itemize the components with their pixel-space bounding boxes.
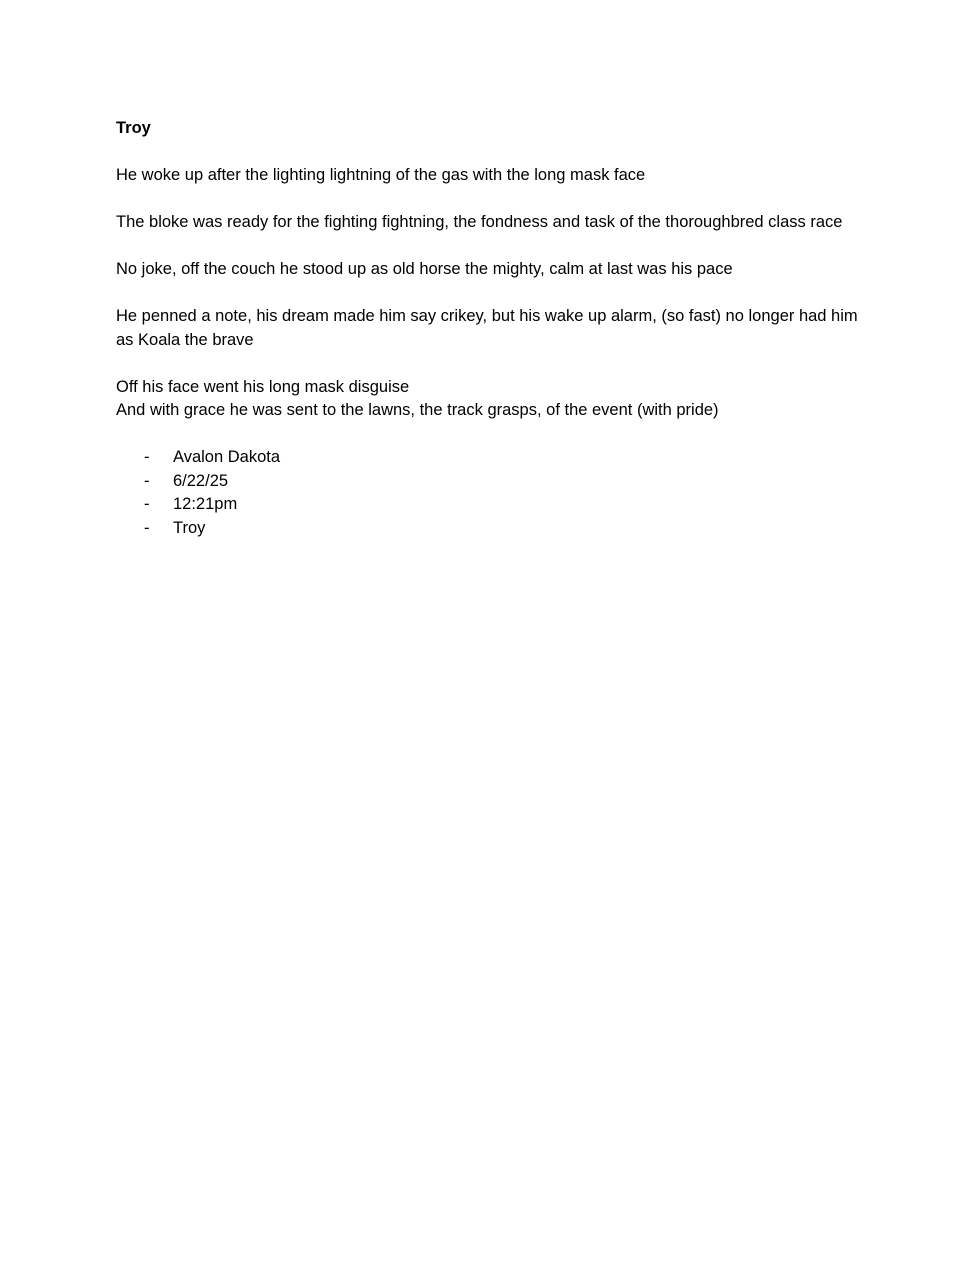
paragraph-2 — [116, 211, 866, 235]
list-dash: - — [144, 495, 150, 513]
list-item-text: Avalon Dakota — [173, 448, 281, 466]
paragraph-line: The bloke was ready for the fighting fightning, the fondness and task of the thoroughbred class race — [116, 213, 843, 231]
paragraph-line: He woke up after the lighting lightning of the gas with the long mask face — [116, 166, 646, 184]
document-body — [116, 117, 866, 540]
list-item-text: 12:21pm — [173, 495, 238, 513]
paragraph-line: And with grace he was sent to the lawns, the track grasps, of the event (with pride) — [116, 401, 719, 419]
list-dash: - — [144, 471, 150, 490]
paragraph-3 — [116, 258, 866, 282]
list-item — [116, 446, 866, 470]
signature-list — [116, 446, 866, 540]
paragraph-1 — [116, 164, 866, 188]
list-item — [116, 517, 866, 541]
paragraph-4 — [116, 305, 866, 352]
paragraph-line: He penned a note, his dream made him say crikey, but his wake up alarm, (so fast) no longer had him as Koala the brave — [116, 307, 858, 349]
list-item-text: 6/22/25 — [173, 471, 229, 490]
list-item — [116, 493, 866, 517]
document-title: Troy — [116, 119, 151, 137]
list-dash: - — [144, 518, 150, 537]
list-item-text: Troy — [173, 518, 206, 537]
paragraph-line: No joke, off the couch he stood up as old horse the mighty, calm at last was his pace — [116, 260, 733, 278]
paragraph-line: Off his face went his long mask disguise — [116, 377, 410, 396]
paragraph-5 — [116, 376, 866, 423]
list-dash: - — [144, 448, 150, 466]
list-item — [116, 470, 866, 494]
